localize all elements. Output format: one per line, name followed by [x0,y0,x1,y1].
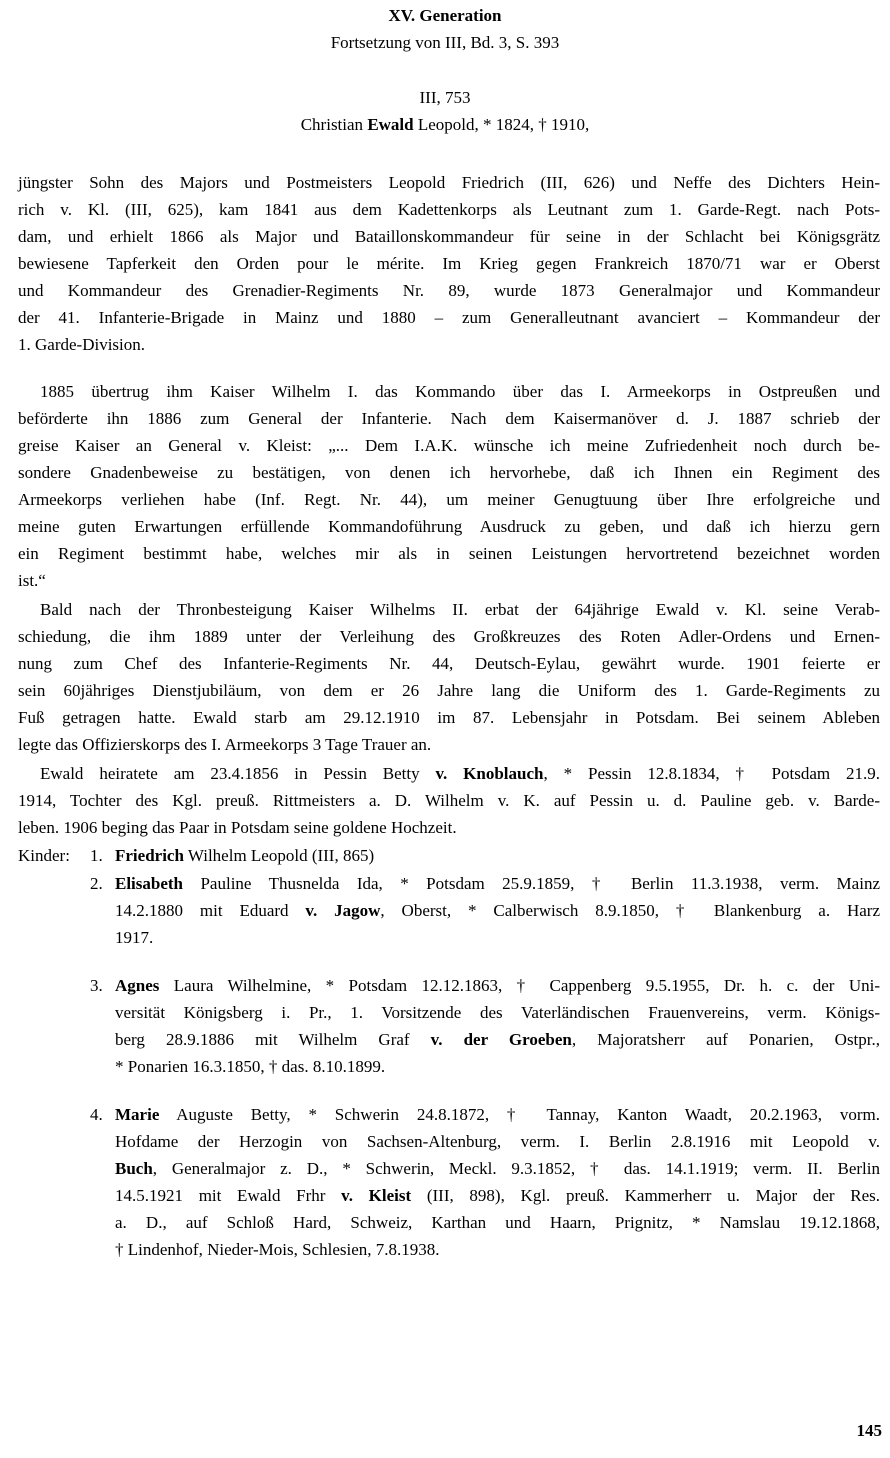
spouse-name: v. Jagow [305,901,381,920]
text-line [40,763,880,785]
text-line: dam, und erhielt 1866 als Major und Bataillonskommandeur für seine in der Schlacht bei Königsgrätz [18,227,880,246]
text-line: * Ponarien 16.3.1850, † das. 8.10.1899. [115,1057,386,1076]
page-number: 145 [856,1421,882,1440]
text-line: nung zum Chef des Infanterie-Regiments Nr. 44, Deutsch-Eylau, gewährt wurde. 1901 feierte er [18,654,880,673]
text-line [115,1158,880,1180]
entry-name [0,115,890,135]
text-line: Bald nach der Thronbesteigung Kaiser Wilhelms II. erbat der 64jährige Ewald v. Kl. seine Verab- [40,600,880,619]
spouse-name: v. Kleist [341,1186,412,1205]
children-label: Kinder: [18,846,70,865]
text-span: 14.5.1921 mit Ewald Frhr [115,1186,342,1205]
text-line: der 41. Infanterie-Brigade in Mainz und 1880 – zum Generalleutnant avanciert – Kommandeur der [18,308,880,327]
text-line [115,975,880,997]
text-span: , * Pessin 12.8.1834, † Potsdam 21.9. [543,764,880,783]
text-span: Pauline Thusnelda Ida, * Potsdam 25.9.1859, † Berlin 11.3.1938, verm. Mainz [183,874,880,893]
child-number: 3. [90,976,103,995]
text-line: † Lindenhof, Nieder-Mois, Schlesien, 7.8.1938. [115,1240,440,1259]
child-number: 4. [90,1105,103,1124]
text-line: 1914, Tochter des Kgl. preuß. Rittmeisters a. D. Wilhelm v. K. auf Pessin u. d. Pauline geb. v. Barde- [18,791,880,810]
entry-reference: III, 753 [419,88,471,107]
name-pre: Christian [300,115,368,134]
child-name: Friedrich [115,846,184,865]
generation-heading: XV. Generation [388,6,502,25]
text-line: und Kommandeur des Grenadier-Regiments Nr. 89, wurde 1873 Generalmajor und Kommandeur [18,281,880,300]
text-span: (III, 898), Kgl. preuß. Kammerherr u. Major der Res. [411,1186,880,1205]
name-post: Leopold, * 1824, † 1910, [413,115,590,134]
child-number: 1. [90,846,103,865]
text-line: 1. Garde-Division. [18,335,146,354]
child-name: Elisabeth [115,874,184,893]
text-line: bewiesene Tapferkeit den Orden pour le mérite. Im Krieg gegen Frankreich 1870/71 war er Oberst [18,254,880,273]
text-line: leben. 1906 beging das Paar in Potsdam seine goldene Hochzeit. [18,818,457,837]
text-line: schiedung, die ihm 1889 unter der Verleihung des Großkreuzes des Roten Adler-Ordens und Ernen- [18,627,880,646]
text-line [115,1029,880,1051]
text-line: meine guten Erwartungen erfüllende Kommandoführung Ausdruck zu geben, und daß ich hierzu gern [18,517,880,536]
text-line: versität Königsberg i. Pr., 1. Vorsitzende des Vaterländischen Frauenvereins, verm. Königs- [115,1003,880,1022]
child-number: 2. [90,874,103,893]
text-line: Hofdame der Herzogin von Sachsen-Altenburg, verm. I. Berlin 2.8.1916 mit Leopold v. [115,1132,880,1151]
text-line: rich v. Kl. (III, 625), kam 1841 aus dem Kadettenkorps als Leutnant zum 1. Garde-Regt. nach Pots- [18,200,880,219]
text-span: Ewald heiratete am 23.4.1856 in Pessin Betty [40,764,436,783]
text-span: Auguste Betty, * Schwerin 24.8.1872, † Tannay, Kanton Waadt, 20.2.1963, vorm. [159,1105,880,1124]
text-line [115,1185,880,1207]
spouse-name: v. der Groeben [430,1030,572,1049]
continuation-note: Fortsetzung von III, Bd. 3, S. 393 [330,33,560,52]
text-span: , Oberst, * Calberwisch 8.9.1850, † Blankenburg a. Harz [380,901,880,920]
child-name: Marie [115,1105,160,1124]
spouse-name: Buch [115,1159,153,1178]
spouse-name: v. Knoblauch [435,764,544,783]
text-span: Wilhelm Leopold (III, 865) [183,846,375,865]
text-line: a. D., auf Schloß Hard, Schweiz, Karthan und Haarn, Prignitz, * Namslau 19.12.1868, [115,1213,880,1232]
text-line: 1885 übertrug ihm Kaiser Wilhelm I. das Kommando über das I. Armeekorps in Ostpreußen und [40,382,880,401]
text-line: sein 60jähriges Dienstjubiläum, von dem er 26 Jahre lang die Uniform des 1. Garde-Regiments zu [18,681,880,700]
text-line: 1917. [115,928,154,947]
child-name: Agnes [115,976,160,995]
text-span: , Generalmajor z. D., * Schwerin, Meckl. 9.3.1852, † das. 14.1.1919; verm. II. Berlin [152,1159,880,1178]
text-line: ist.“ [18,571,46,590]
text-line: greise Kaiser an General v. Kleist: „... Dem I.A.K. wünsche ich meine Zufriedenheit noch durch be- [18,436,880,455]
text-line: sondere Gnadenbeweise zu bestätigen, von denen ich hervorhebe, daß ich Ihnen ein Regiment des [18,463,880,482]
text-line: Armeekorps verliehen habe (Inf. Regt. Nr. 44), um meiner Genugtuung über Ihre erfolgreiche und [18,490,880,509]
text-line [115,900,880,922]
text-span: Laura Wilhelmine, * Potsdam 12.12.1863, † Cappenberg 9.5.1955, Dr. h. c. der Uni- [159,976,880,995]
text-line [115,845,880,867]
name-bold: Ewald [367,115,414,134]
text-span: , Majoratsherr auf Ponarien, Ostpr., [571,1030,881,1049]
text-line: beförderte ihn 1886 zum General der Infanterie. Nach dem Kaisermanöver d. J. 1887 schrieb der [18,409,880,428]
text-line: Fuß getragen hatte. Ewald starb am 29.12.1910 im 87. Lebensjahr in Potsdam. Bei seinem Ableben [18,708,880,727]
text-line: ein Regiment bestimmt habe, welches mir als in seinen Leistungen hervortretend bezeichnet worden [18,544,880,563]
text-span: 14.2.1880 mit Eduard [115,901,306,920]
text-line [115,873,880,895]
text-line [115,1104,880,1126]
text-line: jüngster Sohn des Majors und Postmeisters Leopold Friedrich (III, 626) und Neffe des Dichters Hein- [18,173,880,192]
text-line: legte das Offizierskorps des I. Armeekorps 3 Tage Trauer an. [18,735,432,754]
text-span: berg 28.9.1886 mit Wilhelm Graf [115,1030,431,1049]
